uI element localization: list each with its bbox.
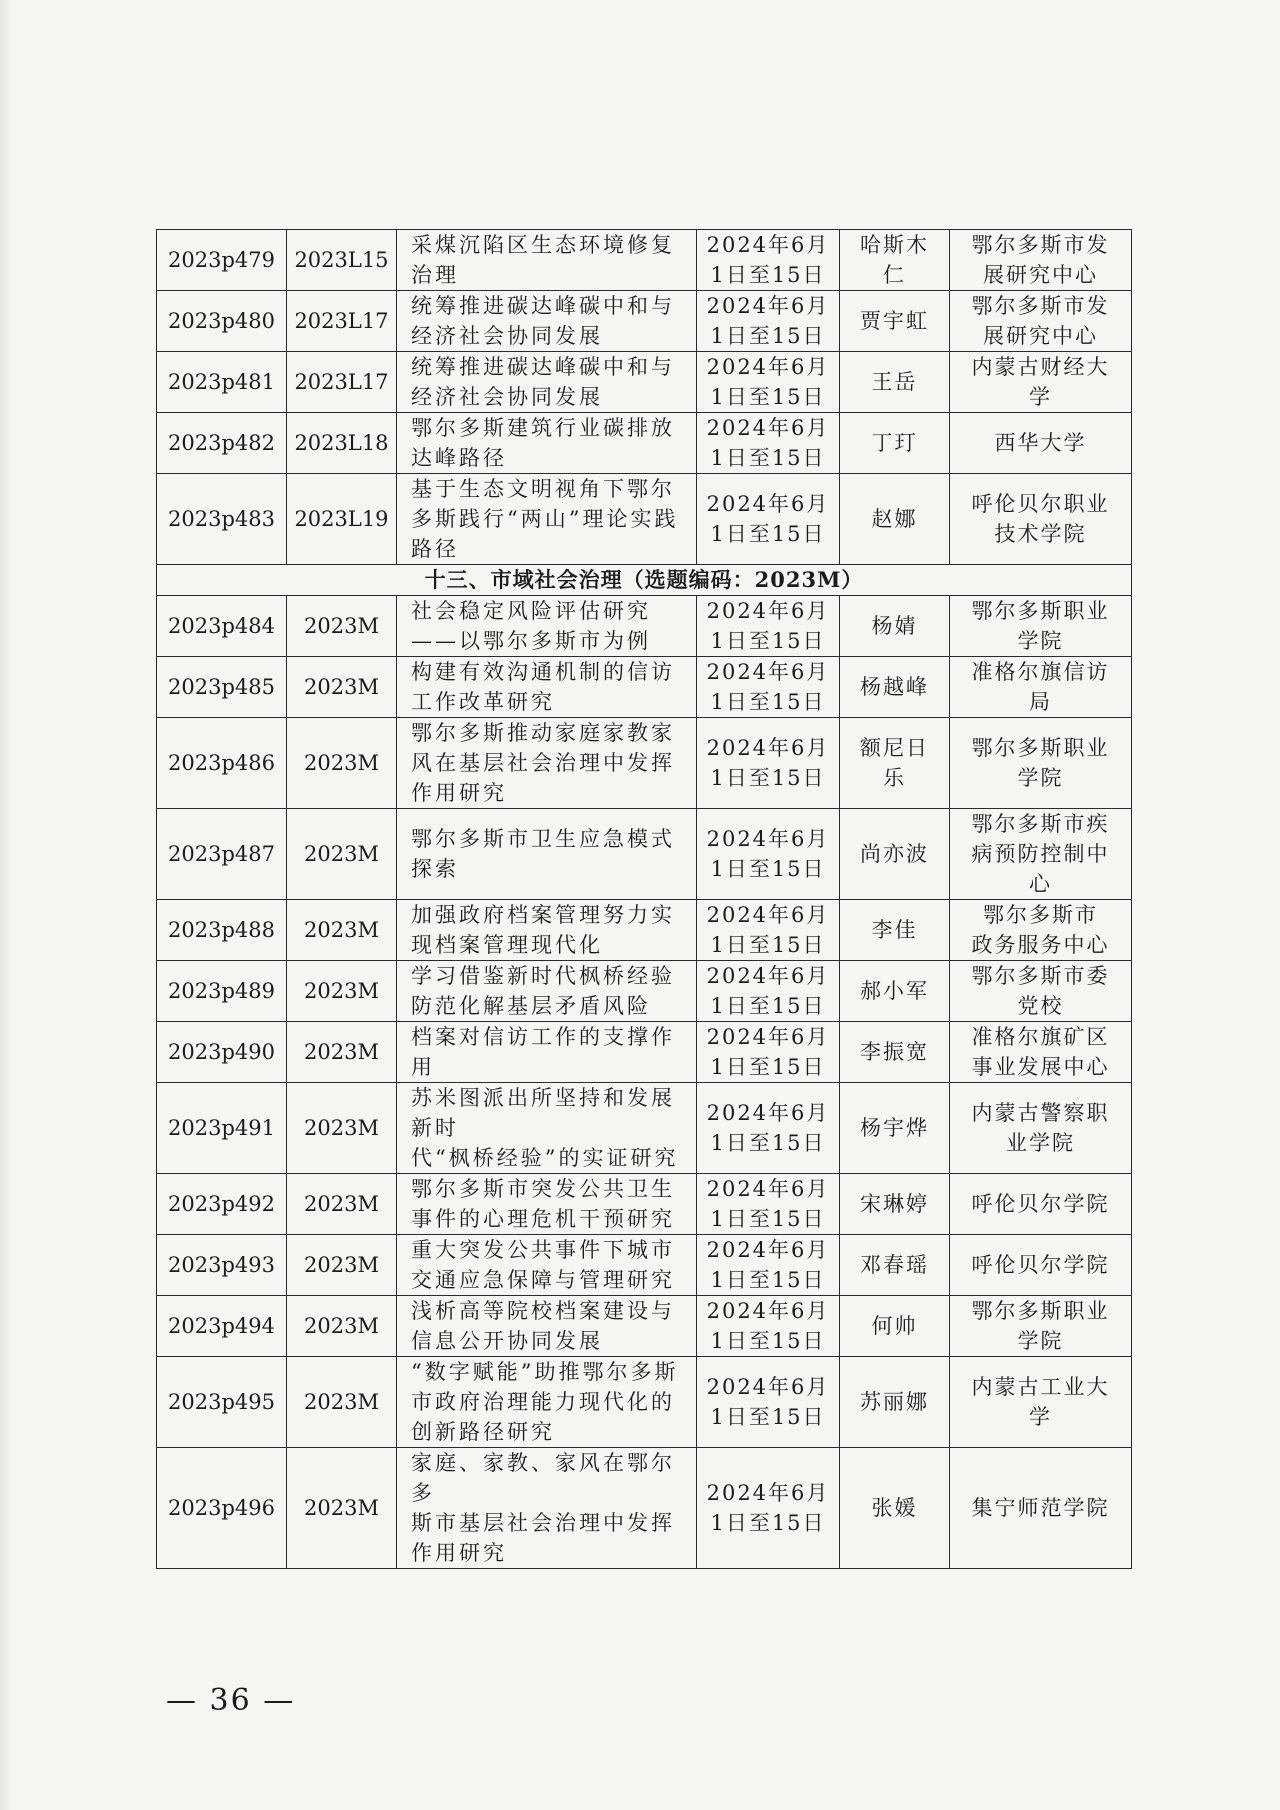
- table-row: [157, 1083, 1132, 1174]
- organization-cell: 呼伦贝尔学院: [950, 1235, 1132, 1296]
- project-code-cell: 2023p488: [157, 900, 287, 961]
- organization-cell: 呼伦贝尔学院: [950, 1174, 1132, 1235]
- section-header-body: [157, 565, 1132, 596]
- topic-title-cell: 采煤沉陷区生态环境修复 治理: [397, 230, 697, 291]
- organization-cell: 准格尔旗矿区 事业发展中心: [950, 1022, 1132, 1083]
- schedule-cell: 2024年6月 1日至15日: [697, 1357, 840, 1448]
- table-row: [157, 718, 1132, 809]
- project-code-cell: 2023p483: [157, 474, 287, 565]
- organization-cell: 内蒙古财经大 学: [950, 352, 1132, 413]
- organization-cell: 内蒙古警察职 业学院: [950, 1083, 1132, 1174]
- schedule-cell: 2024年6月 1日至15日: [697, 1296, 840, 1357]
- topic-code-cell: 2023M: [287, 1083, 397, 1174]
- project-code-cell: 2023p485: [157, 657, 287, 718]
- topic-code-cell: 2023L15: [287, 230, 397, 291]
- table-row: [157, 809, 1132, 900]
- topic-code-cell: 2023L18: [287, 413, 397, 474]
- topic-assignment-table: [156, 229, 1132, 1569]
- organization-cell: 鄂尔多斯职业 学院: [950, 718, 1132, 809]
- topic-code-cell: 2023M: [287, 809, 397, 900]
- topic-code-cell: 2023M: [287, 1174, 397, 1235]
- researcher-cell: 何帅: [840, 1296, 950, 1357]
- table-row: [157, 657, 1132, 718]
- organization-cell: 鄂尔多斯市委 党校: [950, 961, 1132, 1022]
- table-row: [157, 900, 1132, 961]
- project-code-cell: 2023p496: [157, 1448, 287, 1569]
- project-code-cell: 2023p489: [157, 961, 287, 1022]
- project-code-cell: 2023p482: [157, 413, 287, 474]
- project-code-cell: 2023p487: [157, 809, 287, 900]
- topic-title-cell: 浅析高等院校档案建设与 信息公开协同发展: [397, 1296, 697, 1357]
- table-row: [157, 474, 1132, 565]
- table-row: [157, 1174, 1132, 1235]
- section-header-row: [157, 565, 1132, 596]
- schedule-cell: 2024年6月 1日至15日: [697, 230, 840, 291]
- schedule-cell: 2024年6月 1日至15日: [697, 900, 840, 961]
- topic-title-cell: 鄂尔多斯建筑行业碳排放 达峰路径: [397, 413, 697, 474]
- project-code-cell: 2023p479: [157, 230, 287, 291]
- table-row: [157, 291, 1132, 352]
- topic-title-cell: “数字赋能”助推鄂尔多斯 市政府治理能力现代化的 创新路径研究: [397, 1357, 697, 1448]
- researcher-cell: 贾宇虹: [840, 291, 950, 352]
- researcher-cell: 李佳: [840, 900, 950, 961]
- table-row: [157, 1448, 1132, 1569]
- topic-title-cell: 重大突发公共事件下城市 交通应急保障与管理研究: [397, 1235, 697, 1296]
- organization-cell: 鄂尔多斯职业 学院: [950, 1296, 1132, 1357]
- schedule-cell: 2024年6月 1日至15日: [697, 291, 840, 352]
- project-code-cell: 2023p492: [157, 1174, 287, 1235]
- researcher-cell: 杨婧: [840, 596, 950, 657]
- page-edge-shadow: [0, 0, 12, 1810]
- topic-code-cell: 2023M: [287, 961, 397, 1022]
- topic-title-cell: 加强政府档案管理努力实 现档案管理现代化: [397, 900, 697, 961]
- researcher-cell: 杨宇烨: [840, 1083, 950, 1174]
- topic-code-cell: 2023L17: [287, 352, 397, 413]
- researcher-cell: 赵娜: [840, 474, 950, 565]
- topic-title-cell: 档案对信访工作的支撑作 用: [397, 1022, 697, 1083]
- organization-cell: 鄂尔多斯市疾 病预防控制中 心: [950, 809, 1132, 900]
- schedule-cell: 2024年6月 1日至15日: [697, 718, 840, 809]
- schedule-cell: 2024年6月 1日至15日: [697, 596, 840, 657]
- topic-code-cell: 2023M: [287, 900, 397, 961]
- researcher-cell: 宋琳婷: [840, 1174, 950, 1235]
- researcher-cell: 郝小军: [840, 961, 950, 1022]
- project-code-cell: 2023p486: [157, 718, 287, 809]
- project-code-cell: 2023p491: [157, 1083, 287, 1174]
- topic-title-cell: 社会稳定风险评估研究 ——以鄂尔多斯市为例: [397, 596, 697, 657]
- topic-title-cell: 构建有效沟通机制的信访 工作改革研究: [397, 657, 697, 718]
- topic-code-cell: 2023M: [287, 1022, 397, 1083]
- section-title: 十三、市域社会治理（选题编码：2023M）: [157, 565, 1132, 596]
- researcher-cell: 苏丽娜: [840, 1357, 950, 1448]
- topic-code-cell: 2023L19: [287, 474, 397, 565]
- project-code-cell: 2023p495: [157, 1357, 287, 1448]
- topic-code-cell: 2023M: [287, 1448, 397, 1569]
- researcher-cell: 尚亦波: [840, 809, 950, 900]
- organization-cell: 鄂尔多斯市 政务服务中心: [950, 900, 1132, 961]
- topic-title-cell: 学习借鉴新时代枫桥经验 防范化解基层矛盾风险: [397, 961, 697, 1022]
- project-code-cell: 2023p481: [157, 352, 287, 413]
- schedule-cell: 2024年6月 1日至15日: [697, 1235, 840, 1296]
- table-body-before-section: [157, 230, 1132, 565]
- schedule-cell: 2024年6月 1日至15日: [697, 1174, 840, 1235]
- organization-cell: 鄂尔多斯职业 学院: [950, 596, 1132, 657]
- topic-code-cell: 2023M: [287, 657, 397, 718]
- project-code-cell: 2023p490: [157, 1022, 287, 1083]
- topic-title-cell: 基于生态文明视角下鄂尔 多斯践行“两山”理论实践 路径: [397, 474, 697, 565]
- topic-code-cell: 2023L17: [287, 291, 397, 352]
- topic-title-cell: 家庭、家教、家风在鄂尔多 斯市基层社会治理中发挥 作用研究: [397, 1448, 697, 1569]
- topic-code-cell: 2023M: [287, 1357, 397, 1448]
- schedule-cell: 2024年6月 1日至15日: [697, 474, 840, 565]
- schedule-cell: 2024年6月 1日至15日: [697, 1083, 840, 1174]
- researcher-cell: 额尼日 乐: [840, 718, 950, 809]
- organization-cell: 准格尔旗信访 局: [950, 657, 1132, 718]
- table-row: [157, 352, 1132, 413]
- project-code-cell: 2023p484: [157, 596, 287, 657]
- project-code-cell: 2023p493: [157, 1235, 287, 1296]
- table-row: [157, 1296, 1132, 1357]
- organization-cell: 集宁师范学院: [950, 1448, 1132, 1569]
- schedule-cell: 2024年6月 1日至15日: [697, 657, 840, 718]
- researcher-cell: 王岳: [840, 352, 950, 413]
- topic-title-cell: 鄂尔多斯推动家庭家教家 风在基层社会治理中发挥 作用研究: [397, 718, 697, 809]
- topic-code-cell: 2023M: [287, 1296, 397, 1357]
- schedule-cell: 2024年6月 1日至15日: [697, 961, 840, 1022]
- organization-cell: 鄂尔多斯市发 展研究中心: [950, 230, 1132, 291]
- researcher-cell: 李振宽: [840, 1022, 950, 1083]
- organization-cell: 呼伦贝尔职业 技术学院: [950, 474, 1132, 565]
- table-row: [157, 961, 1132, 1022]
- organization-cell: 内蒙古工业大 学: [950, 1357, 1132, 1448]
- topic-title-cell: 鄂尔多斯市卫生应急模式 探索: [397, 809, 697, 900]
- researcher-cell: 张媛: [840, 1448, 950, 1569]
- project-code-cell: 2023p494: [157, 1296, 287, 1357]
- schedule-cell: 2024年6月 1日至15日: [697, 1448, 840, 1569]
- table-row: [157, 413, 1132, 474]
- topic-title-cell: 苏米图派出所坚持和发展新时 代“枫桥经验”的实证研究: [397, 1083, 697, 1174]
- schedule-cell: 2024年6月 1日至15日: [697, 352, 840, 413]
- page-number: — 36 —: [166, 1683, 296, 1718]
- project-code-cell: 2023p480: [157, 291, 287, 352]
- organization-cell: 西华大学: [950, 413, 1132, 474]
- organization-cell: 鄂尔多斯市发 展研究中心: [950, 291, 1132, 352]
- table-body-after-section: [157, 596, 1132, 1569]
- topic-code-cell: 2023M: [287, 596, 397, 657]
- topic-code-cell: 2023M: [287, 1235, 397, 1296]
- table-row: [157, 596, 1132, 657]
- table-row: [157, 1235, 1132, 1296]
- topic-title-cell: 统筹推进碳达峰碳中和与 经济社会协同发展: [397, 352, 697, 413]
- table-row: [157, 1022, 1132, 1083]
- researcher-cell: 哈斯木 仁: [840, 230, 950, 291]
- schedule-cell: 2024年6月 1日至15日: [697, 1022, 840, 1083]
- schedule-cell: 2024年6月 1日至15日: [697, 809, 840, 900]
- researcher-cell: 杨越峰: [840, 657, 950, 718]
- topic-title-cell: 统筹推进碳达峰碳中和与 经济社会协同发展: [397, 291, 697, 352]
- researcher-cell: 丁玎: [840, 413, 950, 474]
- topic-code-cell: 2023M: [287, 718, 397, 809]
- table-row: [157, 230, 1132, 291]
- table-row: [157, 1357, 1132, 1448]
- schedule-cell: 2024年6月 1日至15日: [697, 413, 840, 474]
- topic-title-cell: 鄂尔多斯市突发公共卫生 事件的心理危机干预研究: [397, 1174, 697, 1235]
- researcher-cell: 邓春瑶: [840, 1235, 950, 1296]
